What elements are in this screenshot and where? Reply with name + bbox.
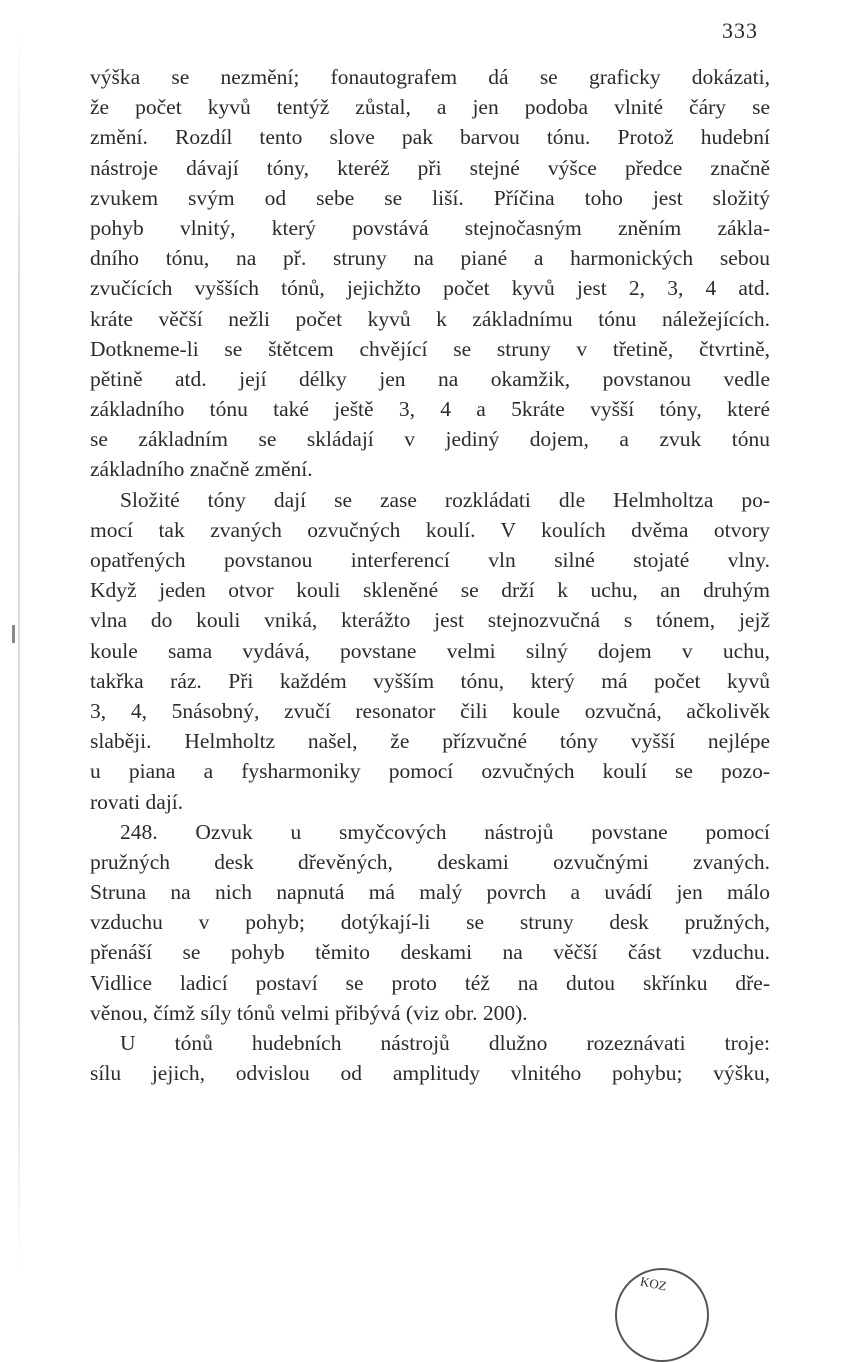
text-line: u piana a fysharmoniky pomocí ozvučných koulí se pozo- — [90, 759, 770, 784]
margin-mark — [12, 625, 15, 643]
paragraph — [90, 485, 770, 817]
text-line: dního tónu, na př. struny na piané a harmonických sebou — [90, 246, 770, 271]
text-line: nástroje dávají tóny, kteréž při stejné výšce předce značně — [90, 155, 770, 180]
body-text — [90, 62, 770, 1088]
text-line: Struna na nich napnutá má malý povrch a uvádí jen málo — [90, 880, 770, 905]
text-line: Když jeden otvor kouli skleněné se drží k uchu, an druhým — [90, 578, 770, 603]
text-line: že počet kyvů tentýž zůstal, a jen podoba vlnité čáry se — [90, 95, 770, 120]
page-number: 333 — [722, 18, 758, 43]
text-line: takřka ráz. Při každém vyšším tónu, který má počet kyvů — [90, 668, 770, 693]
text-line: koule sama vydává, povstane velmi silný dojem v uchu, — [90, 638, 770, 663]
text-line: 248. Ozvuk u smyčcových nástrojů povstane pomocí — [120, 819, 770, 844]
text-line: základního značně změní. — [90, 457, 313, 482]
text-line: pohyb vlnitý, který povstává stejnočasným zněním zákla- — [90, 215, 770, 240]
text-line: výška se nezmění; fonautografem dá se graficky dokázati, — [90, 65, 770, 89]
text-line: vzduchu v pohyb; dotýkají-li se struny desk pružných, — [90, 910, 770, 935]
text-line: slaběji. Helmholtz našel, že přízvučné tóny vyšší nejlépe — [90, 729, 770, 754]
text-line: zvučících vyšších tónů, jejichžto počet kyvů jest 2, 3, 4 atd. — [90, 276, 770, 301]
paragraph — [90, 62, 770, 485]
text-line: Složité tóny dají se zase rozkládati dle Helmholtza po- — [120, 487, 770, 512]
text-line: základního tónu také ještě 3, 4 a 5kráte vyšší tóny, které — [90, 397, 770, 422]
text-line: sílu jejich, odvislou od amplitudy vlnitého pohybu; výšku, — [90, 1061, 770, 1086]
text-line: vlna do kouli vniká, kterážto jest stejnozvučná s tónem, jejž — [90, 608, 770, 633]
text-line: věnou, čímž síly tónů velmi přibývá (viz obr. 200). — [90, 1000, 528, 1025]
paragraph — [90, 1028, 770, 1088]
text-line: mocí tak zvaných ozvučných koulí. V koulích dvěma otvory — [90, 517, 770, 542]
text-line: zvukem svým od sebe se liší. Příčina toho jest složitý — [90, 185, 770, 210]
text-line: 3, 4, 5násobný, zvučí resonator čili koule ozvučná, ačkolivěk — [90, 698, 770, 723]
text-line: opatřených povstanou interferencí vln silné stojaté vlny. — [90, 548, 770, 572]
paragraph — [90, 817, 770, 1028]
text-line: U tónů hudebních nástrojů dlužno rozeznávati troje: — [120, 1031, 770, 1055]
text-line: změní. Rozdíl tento slove pak barvou tónu. Protož hudební — [90, 125, 770, 150]
text-line: kráte věčší nežli počet kyvů k základnímu tónu náležejících. — [90, 306, 770, 331]
text-line: rovati dají. — [90, 789, 184, 814]
text-line: Vidlice ladicí postaví se proto též na dutou skřínku dře- — [90, 970, 770, 995]
text-line: Dotkneme-li se štětcem chvějící se struny v třetině, čtvrtině, — [90, 336, 770, 361]
text-line: přenáší se pohyb těmito deskami na věčší část vzduchu. — [90, 940, 770, 965]
text-line: pružných desk dřevěných, deskami ozvučnými zvaných. — [90, 849, 770, 874]
text-line: pětině atd. její délky jen na okamžik, povstanou vedle — [90, 366, 770, 391]
text-line: se základním se skládají v jediný dojem, a zvuk tónu — [90, 427, 770, 452]
binding-edge — [18, 30, 20, 1270]
library-stamp-text: KOZ — [638, 1273, 669, 1294]
